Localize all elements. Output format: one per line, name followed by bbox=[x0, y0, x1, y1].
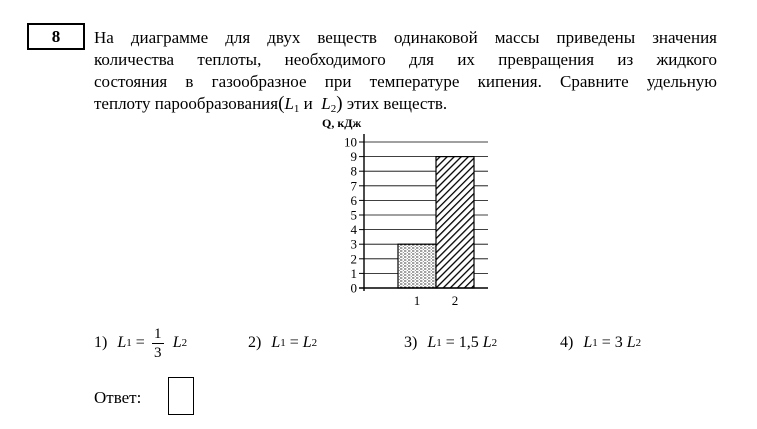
option-number: 2) bbox=[248, 334, 262, 351]
y-tick-label: 1 bbox=[350, 265, 357, 281]
fraction-denominator: 3 bbox=[154, 344, 162, 361]
option-equals: = bbox=[445, 334, 455, 351]
conjunction: и bbox=[303, 94, 313, 113]
option-number: 1) bbox=[94, 334, 108, 351]
l2-letter: L bbox=[321, 94, 331, 113]
question-line-2: количества теплоты, необходимого для их превращения из жидкого bbox=[94, 50, 717, 69]
answer-option-2: 2) L 1 = L 2 bbox=[248, 334, 318, 351]
option-lhs-letter: L bbox=[583, 334, 593, 351]
close-paren: ) bbox=[336, 93, 343, 114]
y-tick-label: 10 bbox=[344, 134, 357, 150]
fraction-one-third bbox=[152, 326, 164, 361]
question-line-4-end: этих веществ. bbox=[346, 94, 448, 113]
question-number: 8 bbox=[51, 26, 61, 46]
option-rhs-letter: L bbox=[626, 334, 636, 351]
bar-2 bbox=[436, 157, 474, 288]
bars bbox=[398, 157, 474, 288]
l1-subscript: 1 bbox=[293, 103, 300, 115]
question-text bbox=[94, 27, 717, 115]
question-line-1: На диаграмме для двух веществ одинаковой массы приведены значения bbox=[94, 28, 717, 47]
option-lhs-letter: L bbox=[117, 334, 127, 351]
bar-chart bbox=[300, 112, 500, 312]
option-number: 3) bbox=[404, 334, 418, 351]
y-tick-label: 5 bbox=[350, 207, 357, 223]
open-paren: ( bbox=[278, 93, 285, 114]
option-coefficient: 1,5 bbox=[458, 334, 479, 351]
answer-label: Ответ: bbox=[94, 388, 142, 407]
x-tick-label: 1 bbox=[413, 293, 421, 308]
x-tick-labels bbox=[414, 293, 459, 308]
y-tick-label: 9 bbox=[350, 149, 357, 165]
question-line-4-start: теплоту парообразования bbox=[94, 94, 279, 113]
option-number: 4) bbox=[560, 334, 574, 351]
option-rhs-letter: L bbox=[172, 334, 182, 351]
y-tick-label: 2 bbox=[350, 251, 357, 267]
option-lhs-letter: L bbox=[271, 334, 281, 351]
y-axis-label: Q, кДж bbox=[322, 116, 362, 130]
answer-options bbox=[94, 318, 714, 368]
answer-option-1: 1) L 1 = $\frac{1}{3}$ L 2 bbox=[94, 325, 188, 361]
option-rhs-letter: L bbox=[302, 334, 312, 351]
option-equals: = bbox=[289, 334, 299, 351]
y-tick-label: 4 bbox=[350, 222, 357, 238]
option-lhs-letter: L bbox=[427, 334, 437, 351]
option-equals: = bbox=[135, 334, 145, 351]
fraction-numerator: 1 bbox=[154, 325, 162, 342]
answer-option-4: 4) L 1 = 3 L 2 bbox=[560, 334, 642, 351]
x-tick-label: 2 bbox=[451, 293, 459, 308]
y-tick-label: 3 bbox=[350, 236, 357, 252]
y-tick-labels bbox=[344, 135, 358, 296]
y-tick-label: 6 bbox=[350, 192, 357, 208]
bar-1 bbox=[398, 244, 436, 288]
option-equals: = bbox=[601, 334, 611, 351]
question-line-3: состояния в газообразное при температуре кипения. Сравните удельную bbox=[94, 72, 717, 91]
y-tick-label: 0 bbox=[350, 280, 357, 296]
answer-option-3: 3) L 1 = 1,5 L 2 bbox=[404, 334, 498, 351]
l2-subscript: 2 bbox=[330, 103, 337, 115]
y-tick-label: 7 bbox=[350, 178, 357, 194]
fraction-bar bbox=[152, 343, 164, 344]
l1-letter: L bbox=[284, 94, 294, 113]
y-tick-label: 8 bbox=[350, 163, 357, 179]
option-coefficient: 3 bbox=[614, 334, 623, 351]
answer-input-box[interactable] bbox=[168, 377, 194, 415]
question-number-box bbox=[27, 23, 85, 50]
option-rhs-letter: L bbox=[482, 334, 492, 351]
